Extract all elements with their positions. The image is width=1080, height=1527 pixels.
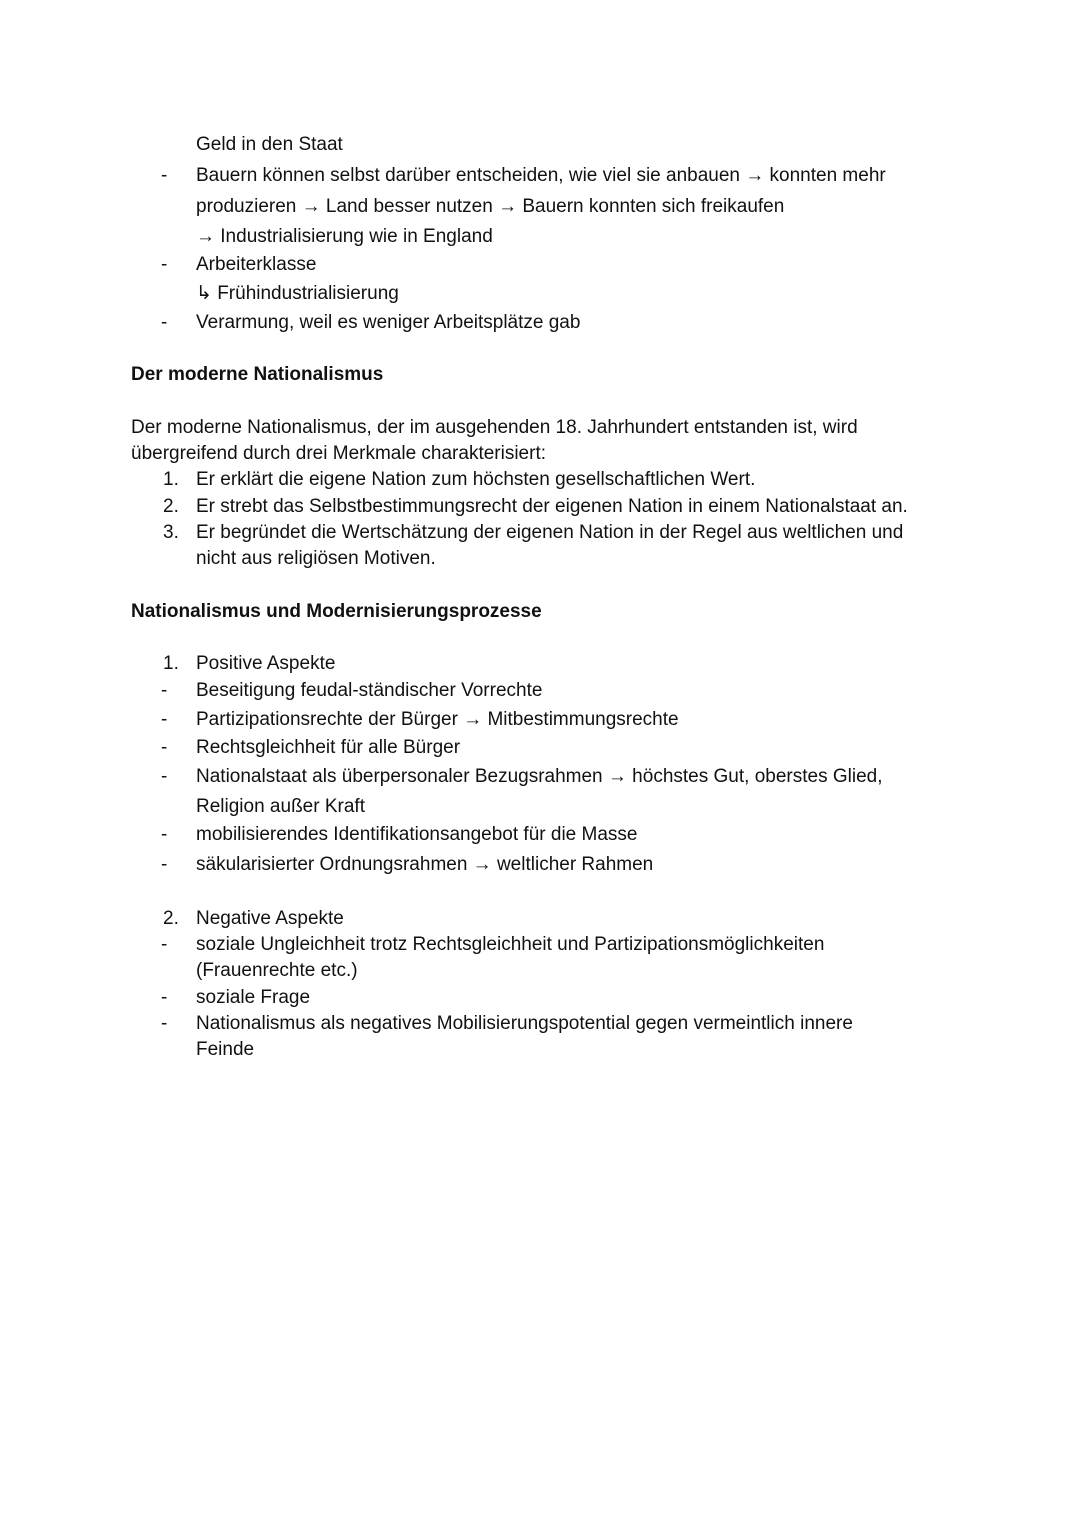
section-heading: Der moderne Nationalismus <box>131 364 384 385</box>
dash-bullet: - <box>161 737 168 758</box>
dash-bullet: - <box>161 987 168 1008</box>
list-item: Arbeiterklasse <box>196 254 317 275</box>
list-item: soziale Ungleichheit trotz Rechtsgleichheit und Partizipationsmöglichkeiten <box>196 934 825 955</box>
dash-bullet: - <box>161 934 168 955</box>
dash-bullet: - <box>161 709 168 730</box>
list-item: Bauern können selbst darüber entscheiden, wie viel sie anbauen → konnten mehr <box>196 165 886 186</box>
dash-bullet: - <box>161 824 168 845</box>
list-item-continuation: produzieren → Land besser nutzen → Bauern konnten sich freikaufen <box>196 196 785 217</box>
dash-bullet: - <box>161 854 168 875</box>
dash-bullet: - <box>161 1013 168 1034</box>
list-item: Verarmung, weil es weniger Arbeitsplätze gab <box>196 312 581 333</box>
numbered-item: Er strebt das Selbstbestimmungsrecht der eigenen Nation in einem Nationalstaat an. <box>196 496 908 517</box>
numbered-item-continuation: nicht aus religiösen Motiven. <box>196 548 436 569</box>
list-number: 3. <box>163 522 179 543</box>
section-heading: Nationalismus und Modernisierungsprozesse <box>131 601 542 622</box>
dash-bullet: - <box>161 680 168 701</box>
list-item-continuation: Religion außer Kraft <box>196 796 365 817</box>
list-item-continuation: ↳ Frühindustrialisierung <box>196 283 399 304</box>
numbered-item: Er erklärt die eigene Nation zum höchsten gesellschaftlichen Wert. <box>196 469 756 490</box>
list-item-continuation: Geld in den Staat <box>196 134 343 155</box>
list-item: säkularisierter Ordnungsrahmen → weltlicher Rahmen <box>196 854 654 875</box>
list-item: Nationalismus als negatives Mobilisierungspotential gegen vermeintlich innere <box>196 1013 853 1034</box>
list-number: 2. <box>163 496 179 517</box>
numbered-item: Er begründet die Wertschätzung der eigenen Nation in der Regel aus weltlichen und <box>196 522 904 543</box>
list-item: Beseitigung feudal-ständischer Vorrechte <box>196 680 543 701</box>
subheading-negative: Negative Aspekte <box>196 908 344 929</box>
list-number: 2. <box>163 908 179 929</box>
list-item: Nationalstaat als überpersonaler Bezugsrahmen → höchstes Gut, oberstes Glied, <box>196 766 883 787</box>
dash-bullet: - <box>161 312 168 333</box>
list-item-continuation: Feinde <box>196 1039 255 1060</box>
list-number: 1. <box>163 469 179 490</box>
list-item: Partizipationsrechte der Bürger → Mitbestimmungsrechte <box>196 709 679 730</box>
list-number: 1. <box>163 653 179 674</box>
dash-bullet: - <box>161 254 168 275</box>
subheading-positive: Positive Aspekte <box>196 653 336 674</box>
list-item: Rechtsgleichheit für alle Bürger <box>196 737 461 758</box>
paragraph-line: Der moderne Nationalismus, der im ausgehenden 18. Jahrhundert entstanden ist, wird <box>131 417 858 438</box>
paragraph-line: übergreifend durch drei Merkmale charakterisiert: <box>131 443 547 464</box>
dash-bullet: - <box>161 766 168 787</box>
list-item-continuation: (Frauenrechte etc.) <box>196 960 358 981</box>
dash-bullet: - <box>161 165 168 186</box>
list-item: mobilisierendes Identifikationsangebot für die Masse <box>196 824 638 845</box>
list-item-continuation: → Industrialisierung wie in England <box>196 226 493 247</box>
list-item: soziale Frage <box>196 987 311 1008</box>
